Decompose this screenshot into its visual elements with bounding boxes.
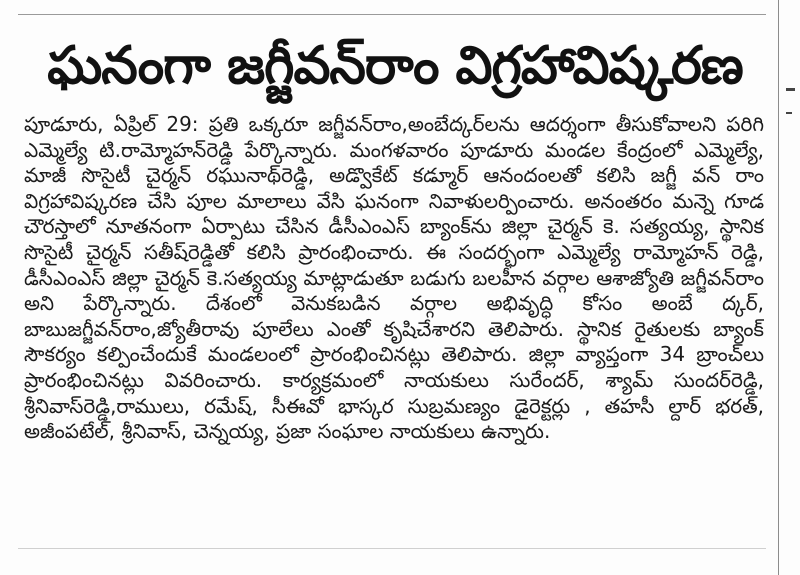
adjacent-column-fragment	[786, 112, 792, 114]
article-body-text: ప్రతి ఒక్కరూ జగ్జీవన్‌రాం,అంబేద్కర్‌లను ఆదర్శంగా తీసుకోవాలని పరిగి ఎమ్మెల్యే టి.రామ్మోహన్‌రెడ్డి పేర్కొన్నారు. మంగళవారం పూడూరు మండల కేంద్రంలో ఎమ్మెల్యే, మాజీ సొసైటీ చైర్మన్ రఘునాథ్‌రెడ్డి, అడ్వొకేట్ కడ్మూర్ ఆనందంలతో కలిసి జగ్జీ వన్ రాం విగ్రహావిష్కరణ చేసి పూల మాలాలు వేసి ఘనంగా నివాళులర్పించారు. అనంతరం మన్నె గూడ చౌరస్తాలో నూతనంగా ఏర్పాటు చేసిన డీసీఎంఎస్ బ్యాంక్‌ను జిల్లా చైర్మన్ కె. సత్యయ్య, స్థానిక సొసైటీ చైర్మన్ సతీష్‌రెడ్డితో కలిసి ప్రారంభించారు. ఈ సందర్భంగా ఎమ్మెల్యే రామ్మోహన్ రెడ్డి, డీసీఎంఎస్ జిల్లా చైర్మన్ కె.సత్యయ్య మాట్లాడుతూ బడుగు బలహీన వర్గాల ఆశాజ్యోతి జగ్జీవన్‌రాం అని పేర్కొన్నారు. దేశంలో వెనుకబడిన వర్గాల అభివృద్ధి కోసం అంబే ద్కర్, బాబుజగ్జీవన్‌రాం,జ్యోతీరావు పూలేలు ఎంతో కృషిచేశారని తెలిపారు. స్థానిక రైతులకు బ్యాంక్ సౌకర్యం కల్పించేందుకే మండలంలో ప్రారంభించినట్లు తెలిపారు. జిల్లా వ్యాప్తంగా 34 బ్రాంచ్‌లు ప్రారంభించినట్లు వివరించారు. కార్యక్రమంలో నాయకులు సురేందర్, శ్యామ్ సుందర్‌రెడ్డి, శ్రీనివాస్‌రెడ్డి,రాములు, రమేష్, సీఈవో భాస్కర సుబ్రమణ్యం డైరెక్టర్లు , తహసీ ల్దార్ భరత్, అజీంపటేల్, శ్రీనివాస్, చెన్నయ్య, ప్రజా సంఘాల నాయకులు ఉన్నారు.	[24, 112, 764, 444]
top-rule	[18, 14, 766, 15]
headline: ఘనంగా జగ్జీవన్‌రాం విగ్రహావిష్కరణ	[47, 36, 743, 96]
adjacent-column-fragment	[786, 88, 795, 91]
bottom-rule	[18, 548, 766, 549]
dateline: పూడూరు, ఏప్రిల్ 29:	[24, 112, 199, 136]
article-body	[24, 112, 764, 532]
column-divider	[778, 0, 779, 575]
